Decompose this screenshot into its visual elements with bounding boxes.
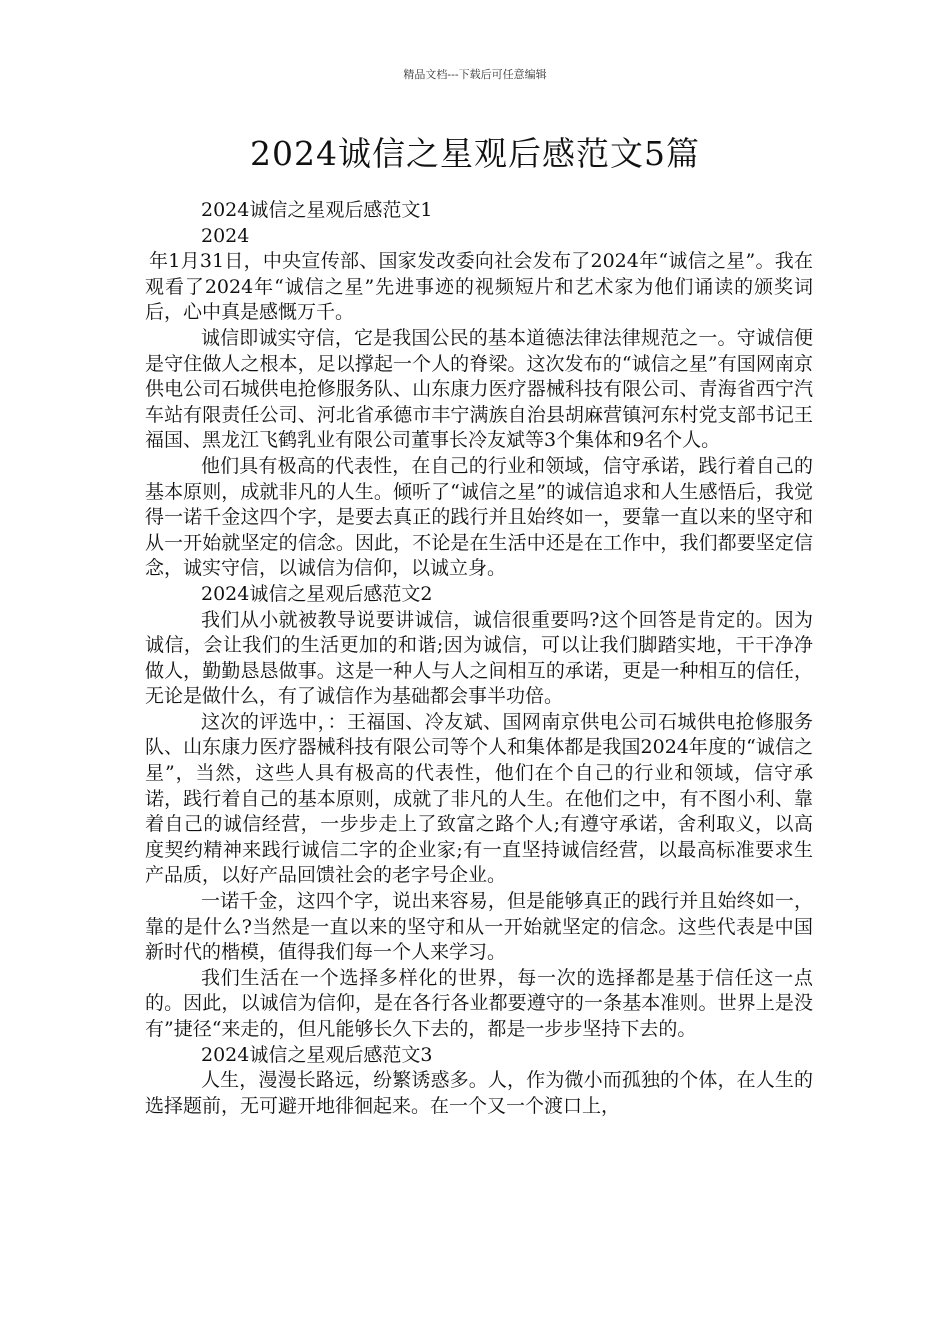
paragraph: 年1月31日，中央宣传部、国家发改委向社会发布了2024年“诚信之星”。我在观看了2024年“诚信之星”先进事迹的视频短片和艺术家为他们诵读的颁奖词后，心中真是感慨万千。 [145,250,813,324]
paragraph: 诚信即诚实守信，它是我国公民的基本道德法律法律规范之一。守诚信便是守住做人之根本，足以撑起一个人的脊梁。这次发布的“诚信之星”有国网南京供电公司石城供电抢修服务队、山东康力医疗器械科技有限公司、青海省西宁汽车站有限责任公司、河北省承德市丰宁满族自治县胡麻营镇河东村党支部书记王福国、黑龙江飞鹤乳业有限公司董事长冷友斌等3个集体和9名个人。 [145,326,813,452]
paragraph: 这次的评选中，：王福国、冷友斌、国网南京供电公司石城供电抢修服务队、山东康力医疗器械科技有限公司等个人和集体都是我国2024年度的“诚信之星”，当然，这些人具有极高的代表性，他们在个自己的行业和领域，信守承诺，践行着自己的基本原则，成就了非凡的人生。在他们之中，有不图小利、靠着自己的诚信经营，一步步走上了致富之路个人;有遵守承诺，舍利取义，以高度契约精神来践行诚信二字的企业家;有一直坚持诚信经营，以最高标准要求生产品质，以好产品回馈社会的老字号企业。 [145,710,813,887]
article-body [145,198,813,1119]
paragraph: 我们生活在一个选择多样化的世界，每一次的选择都是基于信任这一点的。因此，以诚信为信仰，是在各行各业都要遵守的一条基本准则。世界上是没有”捷径“来走的，但凡能够长久下去的，都是一步步坚持下去的。 [145,966,813,1040]
section-heading: 2024诚信之星观后感范文2 [201,582,433,605]
page-title: 2024诚信之星观后感范文5篇 [250,134,700,173]
paragraph: 我们从小就被教导说要讲诚信，诚信很重要吗?这个回答是肯定的。因为诚信，会让我们的生活更加的和谐;因为诚信，可以让我们脚踏实地，干干净净做人，勤勤恳恳做事。这是一种人与人之间相互的承诺，更是一种相互的信任，无论是做什么，有了诚信作为基础都会事半功倍。 [145,608,813,708]
paragraph: 他们具有极高的代表性，在自己的行业和领域，信守承诺，践行着自己的基本原则，成就非凡的人生。倾听了“诚信之星”的诚信追求和人生感悟后，我觉得一诺千金这四个字，是要去真正的践行并且始终如一，要靠一直以来的坚守和从一开始就坚定的信念。因此，不论是在生活中还是在工作中，我们都要坚定信念，诚实守信，以诚信为信仰，以诚立身。 [145,454,813,580]
section-heading-fragment: 2024 [201,224,250,247]
section-heading: 2024诚信之星观后感范文3 [201,1043,433,1066]
paragraph: 人生，漫漫长路远，纷繁诱惑多。人，作为微小而孤独的个体，在人生的选择题前，无可避开地徘徊起来。在一个又一个渡口上， [145,1069,813,1117]
paragraph: 一诺千金，这四个字，说出来容易，但是能够真正的践行并且始终如一，靠的是什么?当然是一直以来的坚守和从一开始就坚定的信念。这些代表是中国新时代的楷模，值得我们每一个人来学习。 [145,890,813,964]
header-note: 精品文档---下载后可任意编辑 [403,68,547,81]
section-heading: 2024诚信之星观后感范文1 [201,199,433,221]
